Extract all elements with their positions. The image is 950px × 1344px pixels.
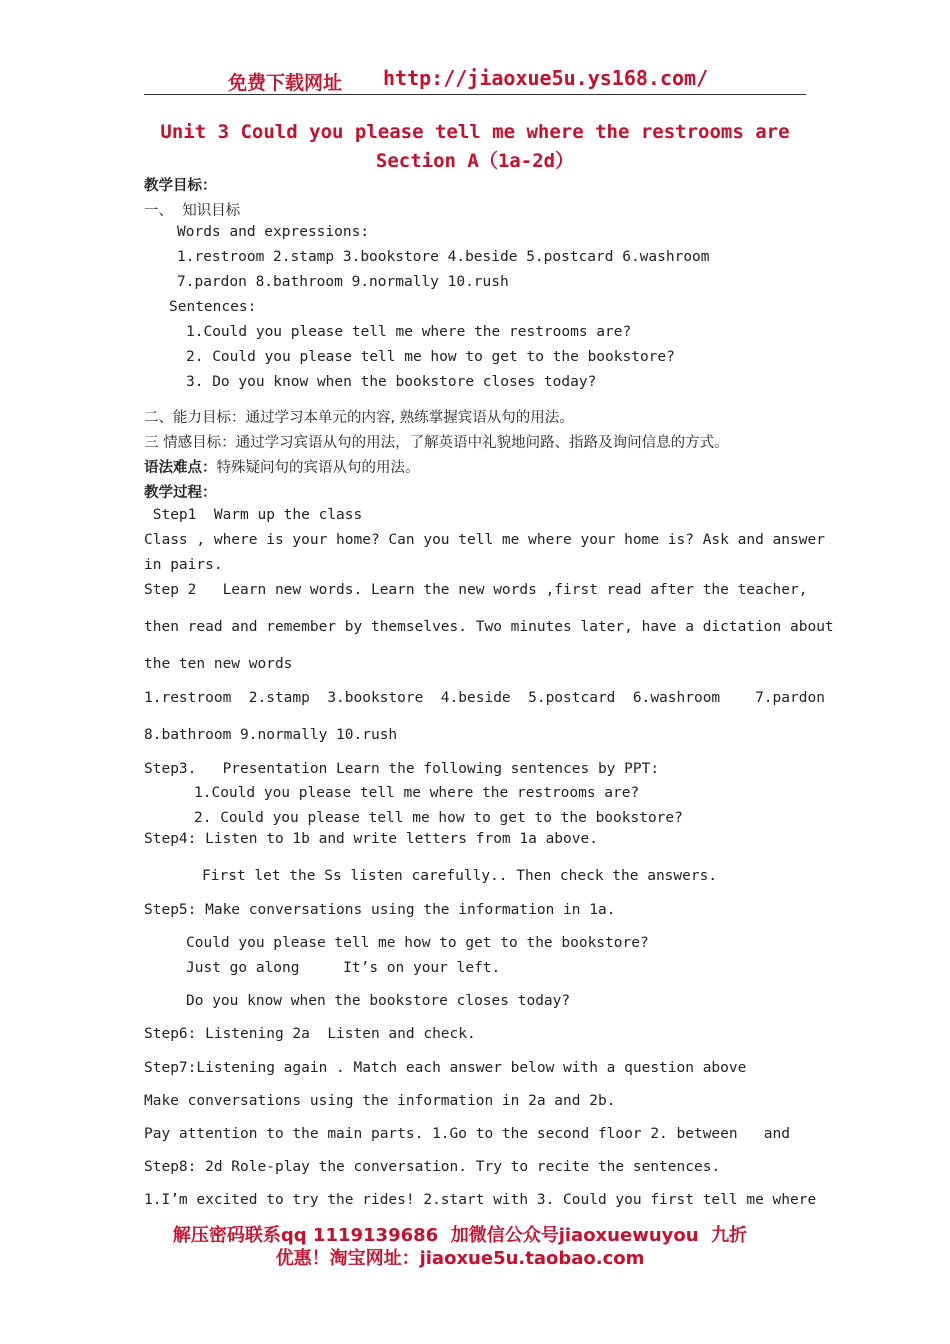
- step5-sentence: Do you know when the bookstore closes today?: [186, 993, 571, 1009]
- step1-text-cont: in pairs.: [144, 557, 223, 573]
- step8-heading: Step8: 2d Role-play the conversation. Try to recite the sentences.: [144, 1159, 721, 1175]
- step1-text: Class , where is your home? Can you tell me where your home is? Ask and answer: [144, 532, 825, 548]
- process-heading: 教学过程：: [144, 485, 217, 501]
- step2-text: Step 2 Learn new words. Learn the new words ,first read after the teacher,: [144, 582, 808, 598]
- grammar-text: 特殊疑问句的宾语从句的用法。: [216, 460, 420, 476]
- sentence-item: 1.Could you please tell me where the restrooms are?: [186, 324, 632, 340]
- words-label: Words and expressions:: [177, 224, 370, 240]
- grammar-difficulty: [144, 456, 420, 477]
- step5-sentence: Could you please tell me how to get to the bookstore?: [186, 935, 649, 951]
- step2-text-cont: then read and remember by themselves. Two minutes later, have a dictation about: [144, 619, 834, 635]
- step2-text-end: the ten new words: [144, 656, 293, 672]
- footer-line-1: 解压密码联系qq 1119139686 加微信公众号jiaoxuewuyou 九折: [172, 1225, 748, 1246]
- grammar-label: 语法难点：: [144, 460, 217, 476]
- step3-sentence: 1.Could you please tell me where the restrooms are?: [194, 785, 640, 801]
- step3-sentence: 2. Could you please tell me how to get to the bookstore?: [194, 810, 683, 826]
- step7-attention: Pay attention to the main parts. 1.Go to the second floor 2. between and: [144, 1126, 791, 1142]
- knowledge-heading: 一、 知识目标: [144, 203, 241, 219]
- words-line-2: 7.pardon 8.bathroom 9.normally 10.rush: [177, 274, 509, 290]
- step2-words-2: 8.bathroom 9.normally 10.rush: [144, 727, 398, 743]
- words-line-1: 1.restroom 2.stamp 3.bookstore 4.beside 5.postcard 6.washroom: [177, 249, 710, 265]
- step7-heading: Step7:Listening again . Match each answer below with a question above: [144, 1060, 747, 1076]
- page-subtitle: Section A（1a-2d）: [375, 150, 575, 172]
- ability-objective: 二、能力目标：通过学习本单元的内容, 熟练掌握宾语从句的用法。: [144, 410, 574, 426]
- sentence-item: 2. Could you please tell me how to get to the bookstore?: [186, 349, 675, 365]
- emotion-objective: 三 情感目标：通过学习宾语从句的用法，了解英语中礼貌地问路、指路及询问信息的方式。: [144, 435, 729, 451]
- step5-sentence: Just go along It’s on your left.: [186, 960, 501, 976]
- objectives-heading: 教学目标：: [144, 178, 217, 194]
- step6-heading: Step6: Listening 2a Listen and check.: [144, 1026, 476, 1042]
- header-url-link[interactable]: http://jiaoxue5u.ys168.com/: [383, 66, 709, 90]
- step8-text: 1.I’m excited to try the rides! 2.start with 3. Could you first tell me where: [144, 1192, 817, 1208]
- step1-heading: Step1 Warm up the class: [144, 507, 363, 523]
- footer-line-2: 优惠！淘宝网址：jiaoxue5u.taobao.com: [275, 1248, 645, 1269]
- step2-words-1: 1.restroom 2.stamp 3.bookstore 4.beside 5.postcard 6.washroom 7.pardon: [144, 690, 825, 706]
- header-label: 免费下载网址: [228, 72, 343, 94]
- sentence-item: 3. Do you know when the bookstore closes today?: [186, 374, 597, 390]
- step4-heading: Step4: Listen to 1b and write letters from 1a above.: [144, 831, 598, 847]
- header-divider: [144, 94, 806, 95]
- sentences-label: Sentences:: [169, 299, 257, 315]
- step3-heading: Step3. Presentation Learn the following sentences by PPT:: [144, 761, 660, 777]
- step4-text: First let the Ss listen carefully.. Then check the answers.: [202, 868, 718, 884]
- step5-heading: Step5: Make conversations using the information in 1a.: [144, 902, 616, 918]
- page-title: Unit 3 Could you please tell me where the restrooms are: [160, 121, 790, 143]
- step7-text: Make conversations using the information in 2a and 2b.: [144, 1093, 616, 1109]
